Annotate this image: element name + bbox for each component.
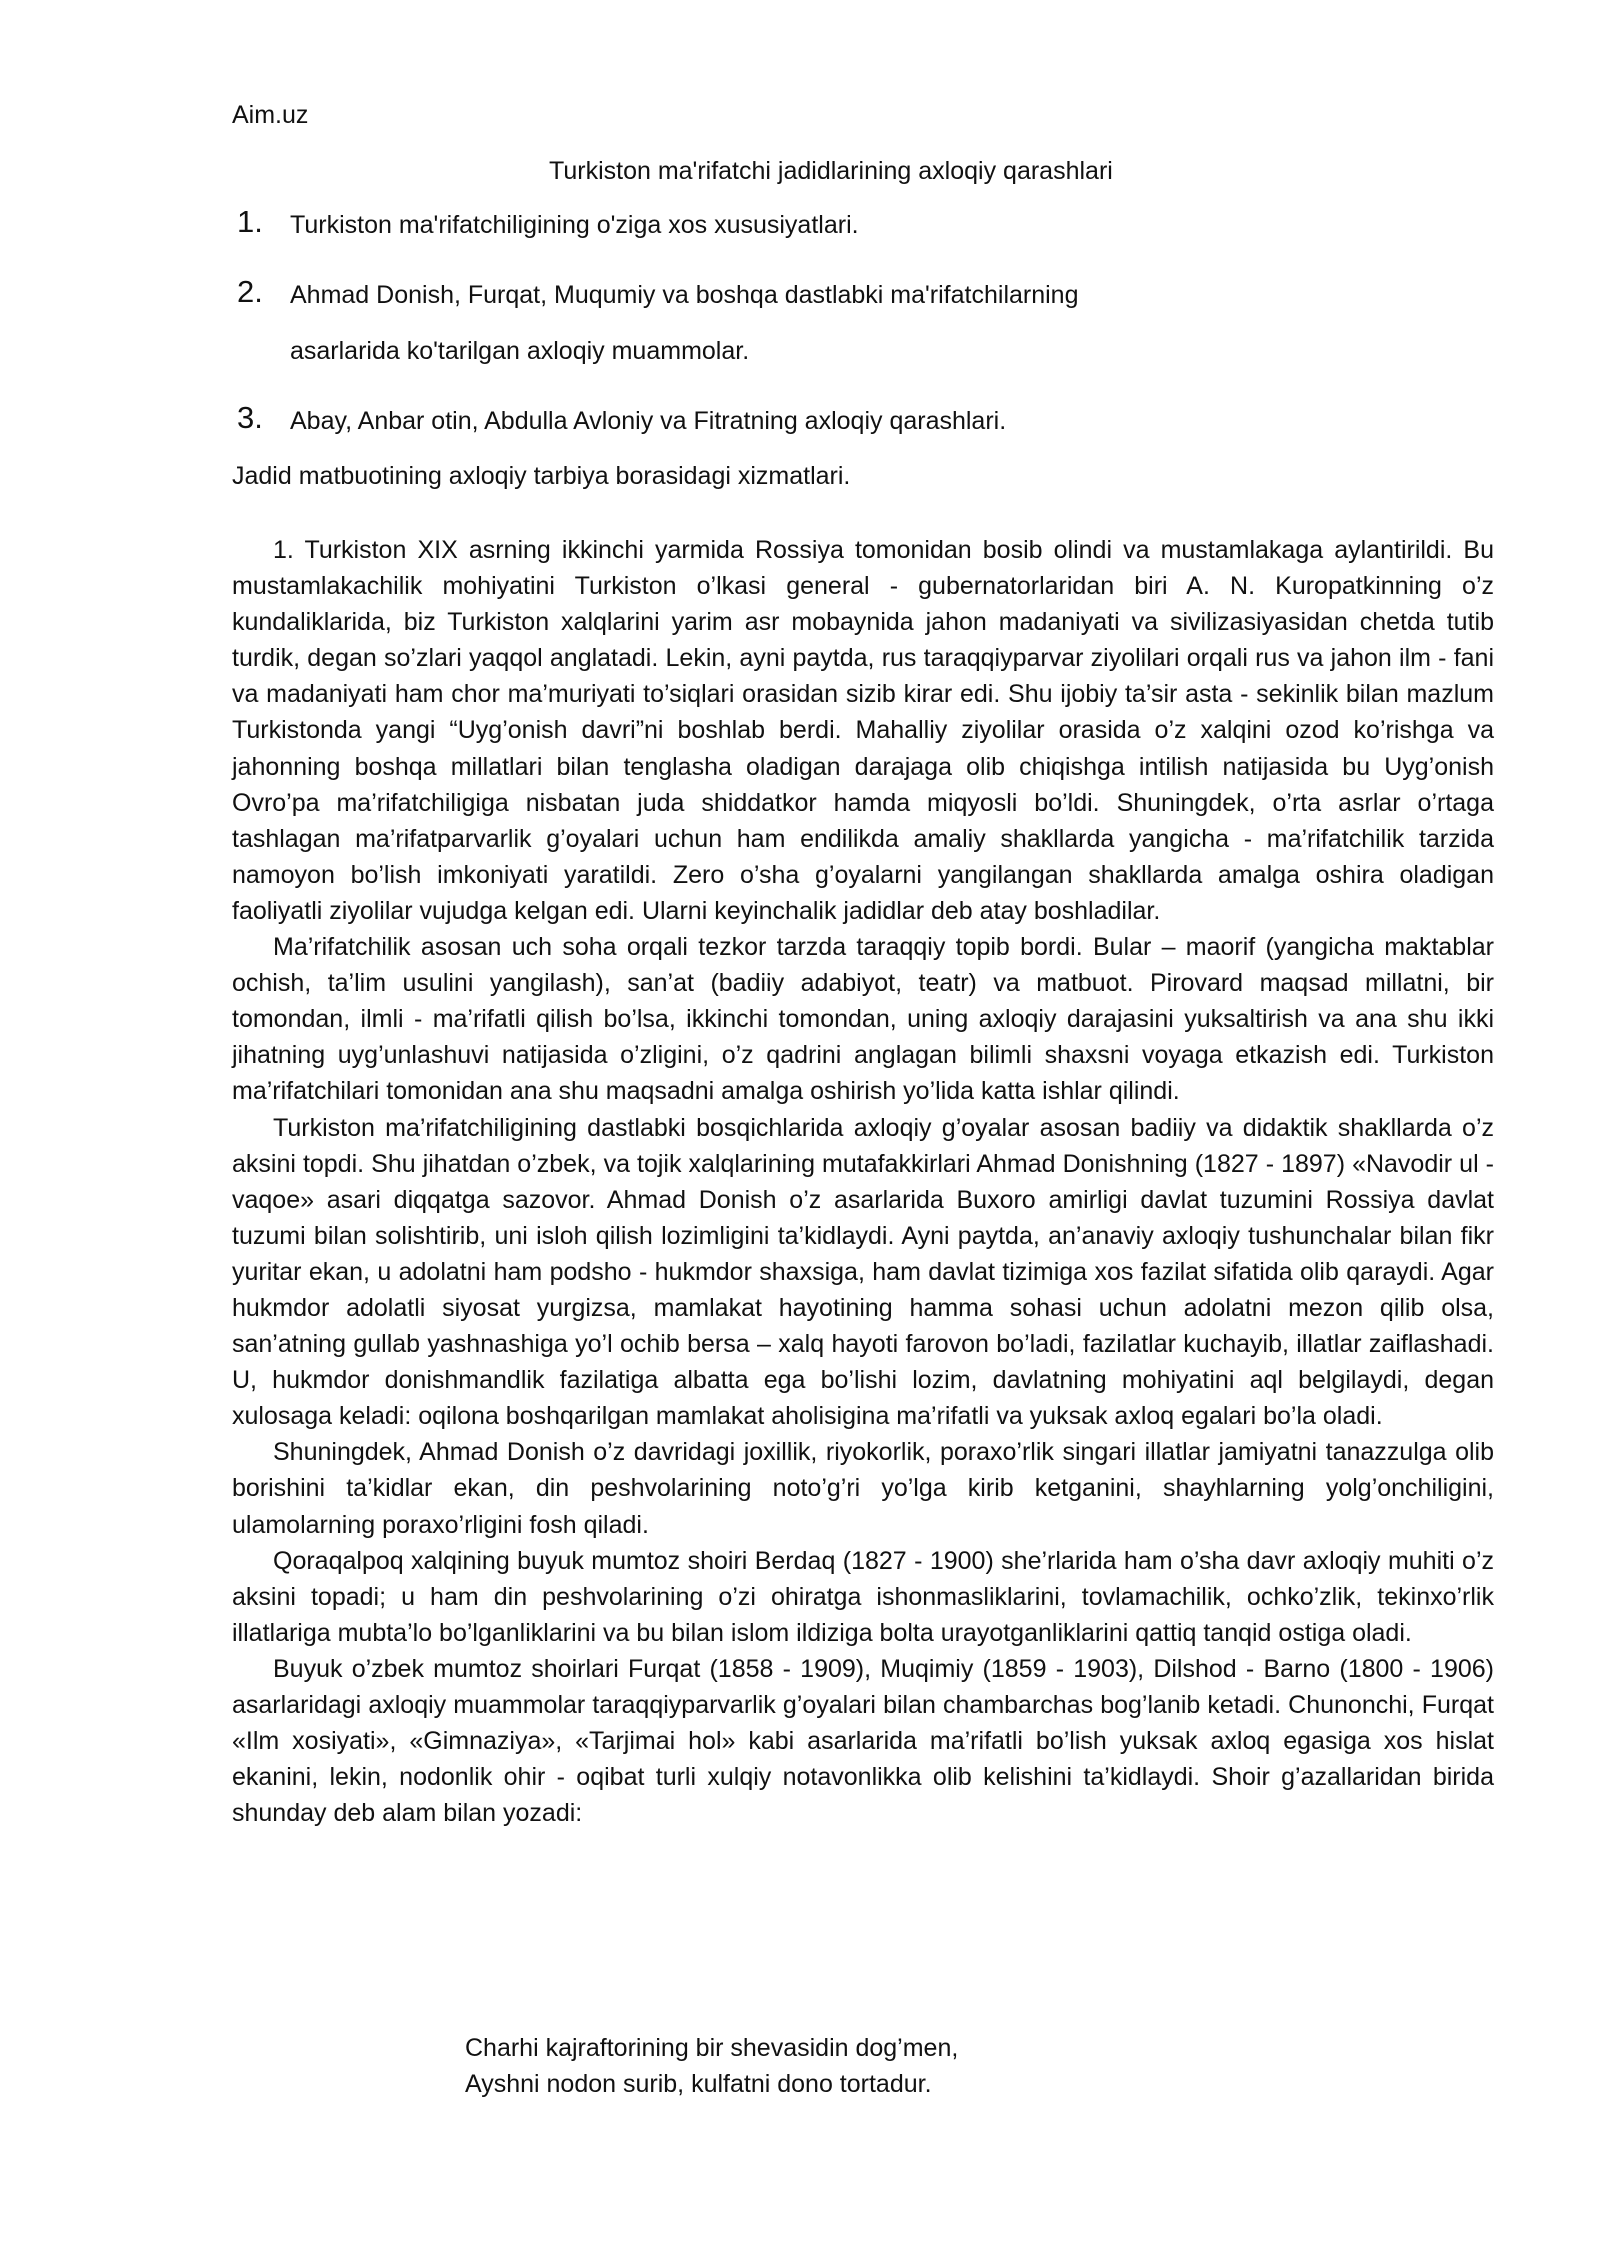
body-text bbox=[232, 532, 1494, 1831]
outline-item-number: 2. bbox=[237, 274, 263, 309]
outline-item-continuation bbox=[232, 334, 1332, 404]
outline-item-number: 1. bbox=[237, 204, 263, 239]
paragraph: Buyuk o’zbek mumtoz shoirlari Furqat (1858 - 1909), Muqimiy (1859 - 1903), Dilshod - Barno (1800 - 1906) asarlaridagi axloqiy muammolar taraqqiyparvarlik g’oyalari bilan chambarchas bog’lanib ketadi. Chunonchi, Furqat «Ilm xosiyati», «Gimnaziya», «Tarjimai hol» kabi asarlarida ma’rifatli bo’lish yuksak axloq egasiga xos hislat ekanini, lekin, nodonlik ohir - oqibat turli xulqiy notavonlikka olib kelishini ta’kidlaydi. Shoir g’azallaridan birida shunday deb alam bilan yozadi: bbox=[232, 1654, 1494, 1828]
paragraph: Qoraqalpoq xalqining buyuk mumtoz shoiri Berdaq (1827 - 1900) she’rlarida ham o’sha davr axloqiy muhiti o’z aksini topadi; u ham din peshvolarining o’zi ohiratga ishonmasliklarini, tovlamachilik, ochko’zlik, tekinxo’rlik illatlariga mubta’lo bo’lganliklarini va bu bilan islom ildiziga bolta urayotganliklarini qattiq tanqid ostiga oladi. bbox=[232, 1546, 1494, 1647]
outline-item-text-continued: asarlarida ko'tarilgan axloqiy muammolar. bbox=[290, 337, 750, 365]
paragraph: Shuningdek, Ahmad Donish o’z davridagi joxillik, riyokorlik, poraxo’rlik singari illatlar jamiyatni tanazzulga olib borishini ta’kidlar ekan, din peshvolarining noto’g’ri yo’lga kirib ketganini, shayhlarning yolg’onchiligini, ulamolarning poraxo’rligini fosh qiladi. bbox=[232, 1438, 1494, 1539]
document-title: Turkiston ma'rifatchi jadidlarining axloqiy qarashlari bbox=[549, 157, 1113, 185]
poem-line: Charhi kajraftorining bir shevasidin dog’men, bbox=[465, 2034, 959, 2062]
outline-item bbox=[232, 400, 1332, 460]
outline-standalone-line: Jadid matbuotining axloqiy tarbiya borasidagi xizmatlari. bbox=[232, 462, 851, 490]
outline-item bbox=[232, 274, 1332, 334]
site-header: Aim.uz bbox=[232, 101, 309, 129]
paragraph: Ma’rifatchilik asosan uch soha orqali tezkor tarzda taraqqiy topib bordi. Bular – maorif (yangicha maktablar ochish, ta’lim usulini yangilash), san’at (badiiy adabiyot, teatr) va matbuot. Pirovard maqsad millatni, bir tomondan, ilmli - ma’rifatli qilish bo’lsa, ikkinchi tomondan, uning axloqiy darajasini yuksaltirish va ana shu ikki jihatning uyg’unlashuvi natijasida o’zligini, o’z qadrini anglagan bilimli shaxsni voyaga etkazish edi. Turkiston ma’rifatchilari tomonidan ana shu maqsadni amalga oshirish yo’lida katta ishlar qilindi. bbox=[232, 933, 1494, 1106]
outline-item-text: Turkiston ma'rifatchiligining o'ziga xos xususiyatlari. bbox=[290, 211, 859, 239]
paragraph: Turkiston ma’rifatchiligining dastlabki bosqichlarida axloqiy g’oyalar asosan badiiy va didaktik shakllarda o’z aksini topdi. Shu jihatdan o’zbek, va tojik xalqlarining mutafakkirlari Ahmad Donishning (1827 - 1897) «Navodir ul - vaqoe» asari diqqatga sazovor. Ahmad Donish o’z asarlarida Buxoro amirligi davlat tuzumini Rossiya davlat tuzumi bilan solishtirib, uni isloh qilish lozimligini ta’kidlaydi. Ayni paytda, an’anaviy axloqiy tushunchalar bilan fikr yuritar ekan, u adolatni ham podsho - hukmdor shaxsiga, ham davlat tizimiga xos fazilat sifatida olib qaraydi. Agar hukmdor adolatli siyosat yurgizsa, mamlakat hayotining hamma sohasi uchun adolatni mezon qilib olsa, san’atning gullab yashnashiga yo’l ochib bersa – xalq hayoti farovon bo’ladi, fazilatlar kuchayib, illatlar zaiflashadi. U, hukmdor donishmandlik fazilatiga albatta ega bo’lishi lozim, davlatning mohiyatini aql belgilaydi, degan xulosaga keladi: oqilona boshqarilgan mamlakat aholisigina ma’rifatli va yuksak axloq egalari bo’la oladi. bbox=[232, 1113, 1494, 1431]
outline-list bbox=[232, 204, 1332, 460]
poem-quote bbox=[465, 2030, 958, 2102]
outline-item bbox=[232, 204, 1332, 278]
outline-item-text: Ahmad Donish, Furqat, Muqumiy va boshqa dastlabki ma'rifatchilarning bbox=[290, 281, 1079, 309]
paragraph: 1. Turkiston XIX asrning ikkinchi yarmida Rossiya tomonidan bosib olindi va mustamlakaga aylantirildi. Bu mustamlakachilik mohiyatini Turkiston o’lkasi general - gubernatorlaridan biri A. N. Kuropatkinning o’z kundaliklarida, biz Turkiston xalqlarini yarim asr mobaynida jahon madaniyati va sivilizasiyasidan chetda tutib turdik, degan so’zlari yaqqol anglatadi. Lekin, ayni paytda, rus taraqqiyparvar ziyolilari orqali rus va jahon ilm - fani va madaniyati ham chor ma’muriyati to’siqlari orasidan sizib kirar edi. Shu ijobiy ta’sir asta - sekinlik bilan mazlum Turkistonda yangi “Uyg’onish davri”ni boshlab berdi. Mahalliy ziyolilar orasida o’z xalqini ozod ko’rishga va jahonning boshqa millatlari bilan tenglasha oladigan darajaga olib chiqishga intilish natijasida bu Uyg’onish Ovro’pa ma’rifatchiligiga nisbatan juda shiddatkor hamda miqyosli bo’ldi. Shuningdek, o’rta asrlar o’rtaga tashlagan ma’rifatparvarlik g’oyalari uchun ham endilikda amaliy shakllarda yangicha - ma’rifatchilik tarzida namoyon bo’lish imkoniyati yaratildi. Zero o’sha g’oyalarni yangilangan shakllarda amalga oshira oladigan faoliyatli ziyolilar vujudga kelgan edi. Ularni keyinchalik jadidlar deb atay boshladilar. bbox=[232, 536, 1494, 925]
outline-item-text: Abay, Anbar otin, Abdulla Avloniy va Fitratning axloqiy qarashlari. bbox=[290, 407, 1007, 435]
outline-item-number: 3. bbox=[237, 400, 263, 435]
poem-line: Ayshni nodon surib, kulfatni dono tortadur. bbox=[465, 2070, 932, 2098]
